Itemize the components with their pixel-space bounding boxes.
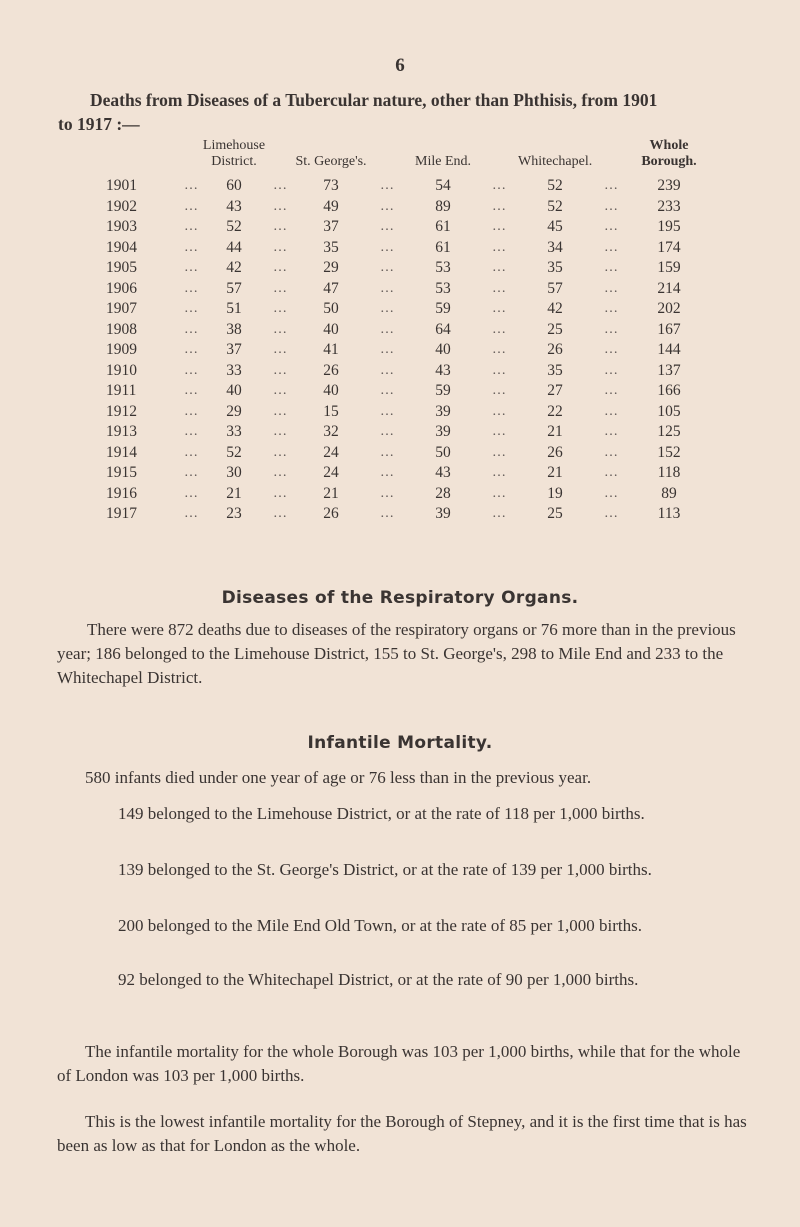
cell-limehouse: 60 (226, 177, 242, 195)
leader-dots: … (184, 219, 198, 235)
cell-whitechapel: 57 (547, 279, 563, 297)
cell-whitechapel: 52 (547, 177, 563, 195)
cell-whitechapel: 25 (547, 320, 563, 338)
leader-dots: … (273, 321, 287, 337)
leader-dots: … (184, 403, 198, 419)
table-row (88, 484, 708, 505)
leader-dots: … (492, 465, 506, 481)
leader-dots: … (380, 424, 394, 440)
leader-dots: … (492, 342, 506, 358)
leader-dots: … (604, 301, 618, 317)
table-row (88, 443, 708, 464)
table-row (88, 176, 708, 197)
leader-dots: … (380, 465, 394, 481)
infantile-lowest-paragraph: This is the lowest infantile mortality for the Borough of Stepney, and it is the first time that is has been as low as that for London as the whole. (57, 1112, 747, 1155)
leader-dots: … (184, 506, 198, 522)
table-row (88, 238, 708, 259)
leader-dots: … (273, 383, 287, 399)
leader-dots: … (604, 383, 618, 399)
cell-year: 1914 (106, 443, 137, 461)
leader-dots: … (273, 403, 287, 419)
leader-dots: … (273, 506, 287, 522)
leader-dots: … (380, 383, 394, 399)
cell-whitechapel: 27 (547, 382, 563, 400)
cell-st-georges: 40 (323, 320, 339, 338)
leader-dots: … (492, 403, 506, 419)
table-row (88, 402, 708, 423)
infantile-intro: 580 infants died under one year of age or 76 less than in the previous year. (85, 768, 592, 787)
leader-dots: … (604, 239, 618, 255)
leader-dots: … (273, 219, 287, 235)
leader-dots: … (604, 280, 618, 296)
cell-limehouse: 30 (226, 464, 242, 482)
infant-item-mile-end: 200 belonged to the Mile End Old Town, or at the rate of 85 per 1,000 births. (118, 916, 642, 935)
leader-dots: … (184, 485, 198, 501)
leader-dots: … (184, 342, 198, 358)
header-mile-end: Mile End. (415, 154, 471, 169)
leader-dots: … (380, 239, 394, 255)
leader-dots: … (380, 178, 394, 194)
leader-dots: … (380, 485, 394, 501)
leader-dots: … (273, 301, 287, 317)
table-intro (58, 88, 748, 136)
leader-dots: … (380, 260, 394, 276)
cell-whitechapel: 26 (547, 341, 563, 359)
cell-whitechapel: 35 (547, 259, 563, 277)
cell-limehouse: 42 (226, 259, 242, 277)
cell-st-georges: 73 (323, 177, 339, 195)
cell-whole-borough: 152 (657, 443, 681, 461)
leader-dots: … (273, 280, 287, 296)
cell-limehouse: 43 (226, 197, 242, 215)
cell-limehouse: 29 (226, 402, 242, 420)
cell-year: 1906 (106, 279, 137, 297)
leader-dots: … (380, 198, 394, 214)
leader-dots: … (380, 362, 394, 378)
leader-dots: … (184, 178, 198, 194)
cell-st-georges: 37 (323, 218, 339, 236)
leader-dots: … (184, 383, 198, 399)
infant-item-whitechapel: 92 belonged to the Whitechapel District, or at the rate of 90 per 1,000 births. (118, 970, 639, 989)
cell-st-georges: 40 (323, 382, 339, 400)
leader-dots: … (492, 239, 506, 255)
leader-dots: … (492, 444, 506, 460)
table-row (88, 279, 708, 300)
cell-whole-borough: 137 (657, 361, 681, 379)
leader-dots: … (273, 260, 287, 276)
leader-dots: … (492, 424, 506, 440)
leader-dots: … (492, 198, 506, 214)
cell-limehouse: 57 (226, 279, 242, 297)
intro-line-1: Deaths from Diseases of a Tubercular nature, other than Phthisis, from 1901 (90, 90, 658, 110)
cell-limehouse: 40 (226, 382, 242, 400)
cell-year: 1917 (106, 505, 137, 523)
leader-dots: … (273, 342, 287, 358)
leader-dots: … (380, 444, 394, 460)
leader-dots: … (184, 424, 198, 440)
table-row (88, 361, 708, 382)
leader-dots: … (184, 260, 198, 276)
table-body (88, 176, 708, 525)
infantile-borough-paragraph: The infantile mortality for the whole Borough was 103 per 1,000 births, while that for the whole of London was 103 per 1,000 births. (57, 1042, 741, 1085)
cell-whole-borough: 214 (657, 279, 681, 297)
cell-year: 1907 (106, 300, 137, 318)
table-row (88, 299, 708, 320)
cell-whitechapel: 45 (547, 218, 563, 236)
cell-st-georges: 24 (323, 443, 339, 461)
leader-dots: … (184, 465, 198, 481)
leader-dots: … (492, 321, 506, 337)
cell-year: 1916 (106, 484, 137, 502)
leader-dots: … (184, 280, 198, 296)
leader-dots: … (273, 485, 287, 501)
cell-limehouse: 51 (226, 300, 242, 318)
header-st-georges: St. George's. (295, 154, 367, 169)
leader-dots: … (492, 219, 506, 235)
leader-dots: … (604, 362, 618, 378)
intro-line-2: to 1917 :— (58, 114, 140, 134)
cell-whole-borough: 89 (661, 484, 677, 502)
leader-dots: … (604, 342, 618, 358)
leader-dots: … (492, 506, 506, 522)
cell-year: 1903 (106, 218, 137, 236)
cell-whole-borough: 159 (657, 259, 681, 277)
cell-mile-end: 59 (435, 300, 451, 318)
cell-whitechapel: 26 (547, 443, 563, 461)
cell-mile-end: 50 (435, 443, 451, 461)
leader-dots: … (273, 239, 287, 255)
cell-st-georges: 41 (323, 341, 339, 359)
cell-whole-borough: 174 (657, 238, 681, 256)
leader-dots: … (604, 198, 618, 214)
cell-whole-borough: 239 (657, 177, 681, 195)
cell-mile-end: 89 (435, 197, 451, 215)
cell-year: 1901 (106, 177, 137, 195)
table-row (88, 340, 708, 361)
leader-dots: … (492, 362, 506, 378)
cell-mile-end: 64 (435, 320, 451, 338)
leader-dots: … (273, 198, 287, 214)
cell-limehouse: 21 (226, 484, 242, 502)
cell-limehouse: 44 (226, 238, 242, 256)
cell-mile-end: 43 (435, 361, 451, 379)
cell-year: 1908 (106, 320, 137, 338)
cell-mile-end: 28 (435, 484, 451, 502)
leader-dots: … (492, 280, 506, 296)
leader-dots: … (492, 485, 506, 501)
table-header-row (88, 138, 708, 176)
cell-year: 1915 (106, 464, 137, 482)
cell-whole-borough: 113 (657, 505, 681, 523)
cell-mile-end: 39 (435, 505, 451, 523)
infantile-heading: Infantile Mortality. (307, 733, 493, 753)
cell-year: 1905 (106, 259, 137, 277)
cell-year: 1902 (106, 197, 137, 215)
leader-dots: … (604, 260, 618, 276)
cell-limehouse: 23 (226, 505, 242, 523)
cell-st-georges: 21 (323, 484, 339, 502)
cell-year: 1910 (106, 361, 137, 379)
cell-whitechapel: 22 (547, 402, 563, 420)
leader-dots: … (492, 178, 506, 194)
cell-st-georges: 32 (323, 423, 339, 441)
table-row (88, 463, 708, 484)
leader-dots: … (604, 465, 618, 481)
leader-dots: … (604, 219, 618, 235)
header-whitechapel: Whitechapel. (518, 154, 593, 169)
cell-year: 1911 (106, 382, 137, 400)
leader-dots: … (604, 321, 618, 337)
cell-whitechapel: 35 (547, 361, 563, 379)
cell-year: 1909 (106, 341, 137, 359)
cell-st-georges: 26 (323, 361, 339, 379)
cell-st-georges: 26 (323, 505, 339, 523)
leader-dots: … (604, 178, 618, 194)
cell-st-georges: 24 (323, 464, 339, 482)
leader-dots: … (184, 198, 198, 214)
leader-dots: … (380, 301, 394, 317)
cell-mile-end: 43 (435, 464, 451, 482)
leader-dots: … (380, 280, 394, 296)
table-row (88, 197, 708, 218)
leader-dots: … (380, 403, 394, 419)
page-number: 6 (395, 55, 405, 76)
leader-dots: … (380, 342, 394, 358)
header-whole-borough: Whole Borough. (641, 138, 697, 169)
cell-st-georges: 47 (323, 279, 339, 297)
leader-dots: … (604, 424, 618, 440)
cell-whitechapel: 19 (547, 484, 563, 502)
cell-whole-borough: 105 (657, 402, 681, 420)
cell-mile-end: 54 (435, 177, 451, 195)
cell-whole-borough: 118 (657, 464, 681, 482)
leader-dots: … (184, 362, 198, 378)
infant-item-st-georges: 139 belonged to the St. George's District, or at the rate of 139 per 1,000 births. (118, 860, 652, 879)
infant-item-limehouse: 149 belonged to the Limehouse District, or at the rate of 118 per 1,000 births. (118, 804, 645, 823)
cell-st-georges: 50 (323, 300, 339, 318)
cell-mile-end: 53 (435, 279, 451, 297)
cell-whole-borough: 167 (657, 320, 681, 338)
cell-st-georges: 29 (323, 259, 339, 277)
cell-mile-end: 53 (435, 259, 451, 277)
table-row (88, 258, 708, 279)
leader-dots: … (604, 506, 618, 522)
leader-dots: … (273, 424, 287, 440)
leader-dots: … (184, 321, 198, 337)
cell-limehouse: 33 (226, 423, 242, 441)
cell-st-georges: 15 (323, 402, 339, 420)
header-year (88, 138, 180, 176)
cell-whitechapel: 21 (547, 423, 563, 441)
cell-st-georges: 35 (323, 238, 339, 256)
cell-mile-end: 59 (435, 382, 451, 400)
leader-dots: … (380, 506, 394, 522)
cell-mile-end: 61 (435, 218, 451, 236)
cell-limehouse: 37 (226, 341, 242, 359)
leader-dots: … (604, 485, 618, 501)
table-row (88, 381, 708, 402)
table-row (88, 320, 708, 341)
cell-mile-end: 39 (435, 423, 451, 441)
leader-dots: … (380, 321, 394, 337)
cell-whitechapel: 42 (547, 300, 563, 318)
cell-whole-borough: 233 (657, 197, 681, 215)
cell-year: 1913 (106, 423, 137, 441)
cell-whitechapel: 52 (547, 197, 563, 215)
cell-limehouse: 38 (226, 320, 242, 338)
leader-dots: … (273, 362, 287, 378)
table-row (88, 217, 708, 238)
cell-whole-borough: 125 (657, 423, 681, 441)
cell-whole-borough: 144 (657, 341, 681, 359)
header-limehouse: Limehouse District. (202, 138, 266, 169)
table-row (88, 422, 708, 443)
cell-limehouse: 33 (226, 361, 242, 379)
cell-year: 1904 (106, 238, 137, 256)
leader-dots: … (604, 403, 618, 419)
respiratory-paragraph: There were 872 deaths due to diseases of the respiratory organs or 76 more than in the previous year; 186 belonged to the Limehouse District, 155 to St. George's, 298 to Mile End and 233 to the Whitechapel District. (57, 620, 736, 687)
leader-dots: … (492, 383, 506, 399)
respiratory-heading: Diseases of the Respiratory Organs. (221, 588, 579, 608)
cell-mile-end: 61 (435, 238, 451, 256)
cell-limehouse: 52 (226, 443, 242, 461)
leader-dots: … (492, 260, 506, 276)
tubercular-deaths-table (88, 138, 708, 525)
cell-st-georges: 49 (323, 197, 339, 215)
leader-dots: … (184, 444, 198, 460)
cell-whitechapel: 25 (547, 505, 563, 523)
cell-whole-borough: 202 (657, 300, 681, 318)
cell-year: 1912 (106, 402, 137, 420)
leader-dots: … (184, 239, 198, 255)
cell-limehouse: 52 (226, 218, 242, 236)
cell-whole-borough: 166 (657, 382, 681, 400)
leader-dots: … (492, 301, 506, 317)
cell-whitechapel: 21 (547, 464, 563, 482)
cell-mile-end: 39 (435, 402, 451, 420)
leader-dots: … (273, 178, 287, 194)
table-row (88, 504, 708, 525)
leader-dots: … (273, 444, 287, 460)
cell-mile-end: 40 (435, 341, 451, 359)
cell-whole-borough: 195 (657, 218, 681, 236)
leader-dots: … (380, 219, 394, 235)
leader-dots: … (604, 444, 618, 460)
leader-dots: … (184, 301, 198, 317)
leader-dots: … (273, 465, 287, 481)
cell-whitechapel: 34 (547, 238, 563, 256)
